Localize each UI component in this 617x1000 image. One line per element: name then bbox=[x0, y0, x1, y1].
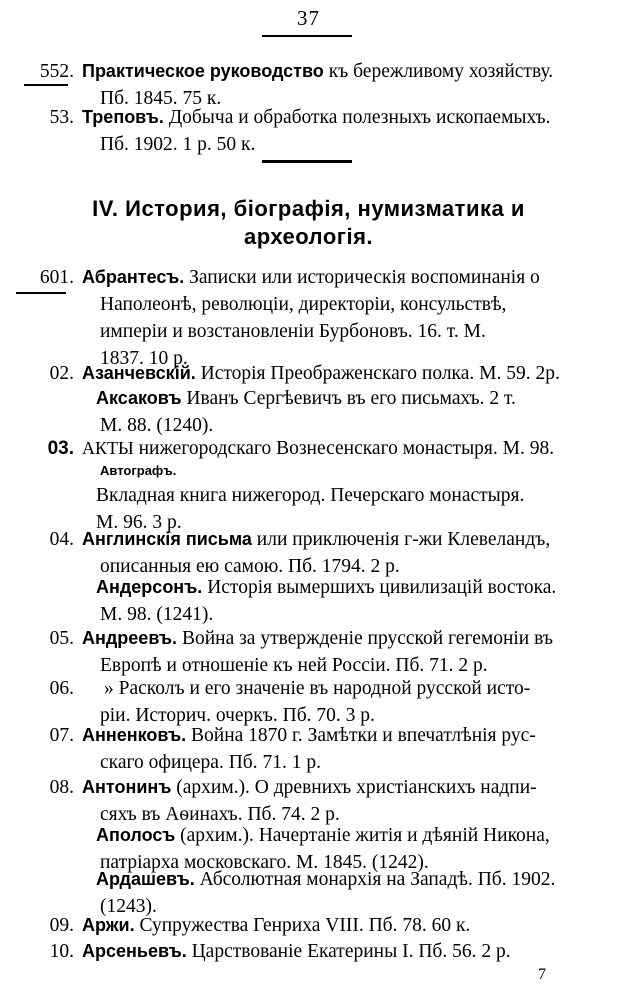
entry-number: 10. bbox=[49, 941, 74, 962]
entry-05 bbox=[14, 625, 604, 679]
entry-author: Англинскія письма bbox=[82, 529, 252, 549]
entry-author: Анненковъ. bbox=[82, 725, 187, 745]
entry-text: Вкладная книга нижегород. Печерскаго монастыря. bbox=[96, 485, 525, 506]
entry-text-cont: М. 98. (1241). bbox=[100, 604, 214, 625]
entry-number: 601. bbox=[39, 267, 74, 288]
entry-text: Исторія вымершихъ цивилизацій востока. bbox=[202, 577, 557, 598]
entry-number: 53. bbox=[49, 107, 74, 128]
entry-text-cont: Пб. 1845. 75 к. bbox=[100, 88, 222, 109]
entry-text-cont: М. 88. (1240). bbox=[100, 415, 214, 436]
entry-04 bbox=[14, 526, 604, 580]
entry-02 bbox=[14, 360, 604, 387]
entry-author: Андерсонъ. bbox=[96, 577, 203, 597]
entry-text-cont: (1243). bbox=[100, 896, 157, 917]
entry-aksakov bbox=[14, 385, 604, 439]
section-heading-line1: IV. История, біографія, нумизматика и bbox=[92, 196, 525, 221]
entry-text: Записки или историческія воспоминанія о bbox=[184, 267, 540, 288]
entry-author: Ардашевъ. bbox=[96, 869, 195, 889]
margin-underline bbox=[24, 84, 68, 86]
entry-note: Автографъ. bbox=[100, 463, 177, 478]
entry-53 bbox=[14, 104, 604, 158]
top-divider bbox=[262, 35, 352, 37]
entry-text-cont: Европѣ и отношеніе къ ней Россіи. Пб. 71. 2 р. bbox=[100, 655, 488, 676]
entry-text: Война за утвержденіе прусской гегемоніи въ bbox=[177, 628, 553, 649]
entry-text-cont: Пб. 1902. 1 р. 50 к. bbox=[100, 134, 256, 155]
entry-author: Практическое руководство bbox=[82, 61, 324, 81]
entry-09 bbox=[14, 912, 604, 939]
entry-author: Антонинъ bbox=[82, 777, 172, 797]
entry-text: (архим.). Начертаніе житія и дѣяній Никона, bbox=[175, 825, 550, 846]
entry-text: Супружества Генриха VIII. Пб. 78. 60 к. bbox=[134, 915, 471, 936]
entry-text: Абсолютная монархія на Западѣ. Пб. 1902. bbox=[194, 869, 556, 890]
entry-author: Абрантесъ. bbox=[82, 267, 185, 287]
entry-text: Царствованіе Екатерины I. Пб. 56. 2 р. bbox=[186, 941, 511, 962]
entry-text-cont: М. 96. 3 р. bbox=[96, 512, 182, 533]
entry-text-cont: патріарха московскаго. М. 1845. (1242). bbox=[100, 852, 429, 873]
entry-text-cont: описанныя ею самою. Пб. 1794. 2 р. bbox=[100, 556, 400, 577]
entry-number: 06. bbox=[49, 678, 74, 699]
entry-text: Добыча и обработка полезныхъ ископаемыхъ. bbox=[163, 107, 551, 128]
entry-number: 07. bbox=[49, 725, 74, 746]
entry-text: къ бережливому хозяйству. bbox=[323, 61, 554, 82]
section-heading bbox=[0, 195, 617, 251]
entry-text-cont: Наполеонѣ, революціи, директоріи, консульствѣ, bbox=[100, 294, 507, 315]
entry-author: Аполосъ bbox=[96, 825, 176, 845]
entry-07 bbox=[14, 722, 604, 776]
entry-text: или приключенія г-жи Клевеландъ, bbox=[251, 529, 551, 550]
entry-number: 09. bbox=[49, 915, 74, 936]
entry-number: 05. bbox=[49, 628, 74, 649]
entry-06 bbox=[14, 675, 604, 729]
entry-text: нижегородскаго Вознесенскаго монастыря. М. 98. bbox=[133, 438, 555, 459]
entry-author: Аксаковъ bbox=[96, 388, 182, 408]
ditto-mark: » bbox=[104, 678, 114, 699]
entry-number: 04. bbox=[49, 529, 74, 550]
entry-author: Треповъ. bbox=[82, 107, 164, 127]
entry-number: 03. bbox=[47, 438, 74, 459]
entry-text-cont: сяхъ въ Аѳинахъ. Пб. 74. 2 р. bbox=[100, 804, 340, 825]
section-heading-line2: археологія. bbox=[243, 224, 374, 249]
entry-text: Расколъ и его значеніе въ народной русской исто- bbox=[113, 678, 531, 699]
entry-text-cont: ріи. Историч. очеркъ. Пб. 70. 3 р. bbox=[100, 705, 375, 726]
entry-text: Война 1870 г. Замѣтки и впечатлѣнія рус- bbox=[186, 725, 536, 746]
entry-author: Аржи. bbox=[82, 915, 135, 935]
entry-text-cont: скаго офицера. Пб. 71. 1 р. bbox=[100, 752, 321, 773]
entry-author: Азанчевскій. bbox=[82, 363, 196, 383]
entry-author: Андреевъ. bbox=[82, 628, 178, 648]
entry-text-cont: 1837. 10 р. bbox=[100, 348, 188, 369]
entry-number: 08. bbox=[49, 777, 74, 798]
entry-author: АКТЫ bbox=[82, 438, 134, 458]
entry-text: Иванъ Сергѣевичъ въ его письмахъ. 2 т. bbox=[181, 388, 516, 409]
entry-10 bbox=[14, 938, 604, 965]
page-number: 37 bbox=[297, 6, 320, 30]
signature-mark: 7 bbox=[538, 966, 546, 983]
section-divider bbox=[262, 160, 352, 163]
entry-number: 02. bbox=[49, 363, 74, 384]
entry-text-cont: имперіи и возстановленіи Бурбоновъ. 16. т. М. bbox=[100, 321, 486, 342]
margin-underline bbox=[16, 292, 66, 294]
entry-03 bbox=[14, 435, 604, 480]
entry-text: (архим.). О древнихъ христіанскихъ надпи- bbox=[171, 777, 537, 798]
entry-number: 552. bbox=[39, 61, 74, 82]
entry-text: Исторія Преображенскаго полка. М. 59. 2р. bbox=[195, 363, 560, 384]
entry-author: Арсеньевъ. bbox=[82, 941, 187, 961]
entry-anderson bbox=[14, 574, 604, 628]
entry-08 bbox=[14, 774, 604, 828]
entry-601 bbox=[14, 264, 604, 372]
